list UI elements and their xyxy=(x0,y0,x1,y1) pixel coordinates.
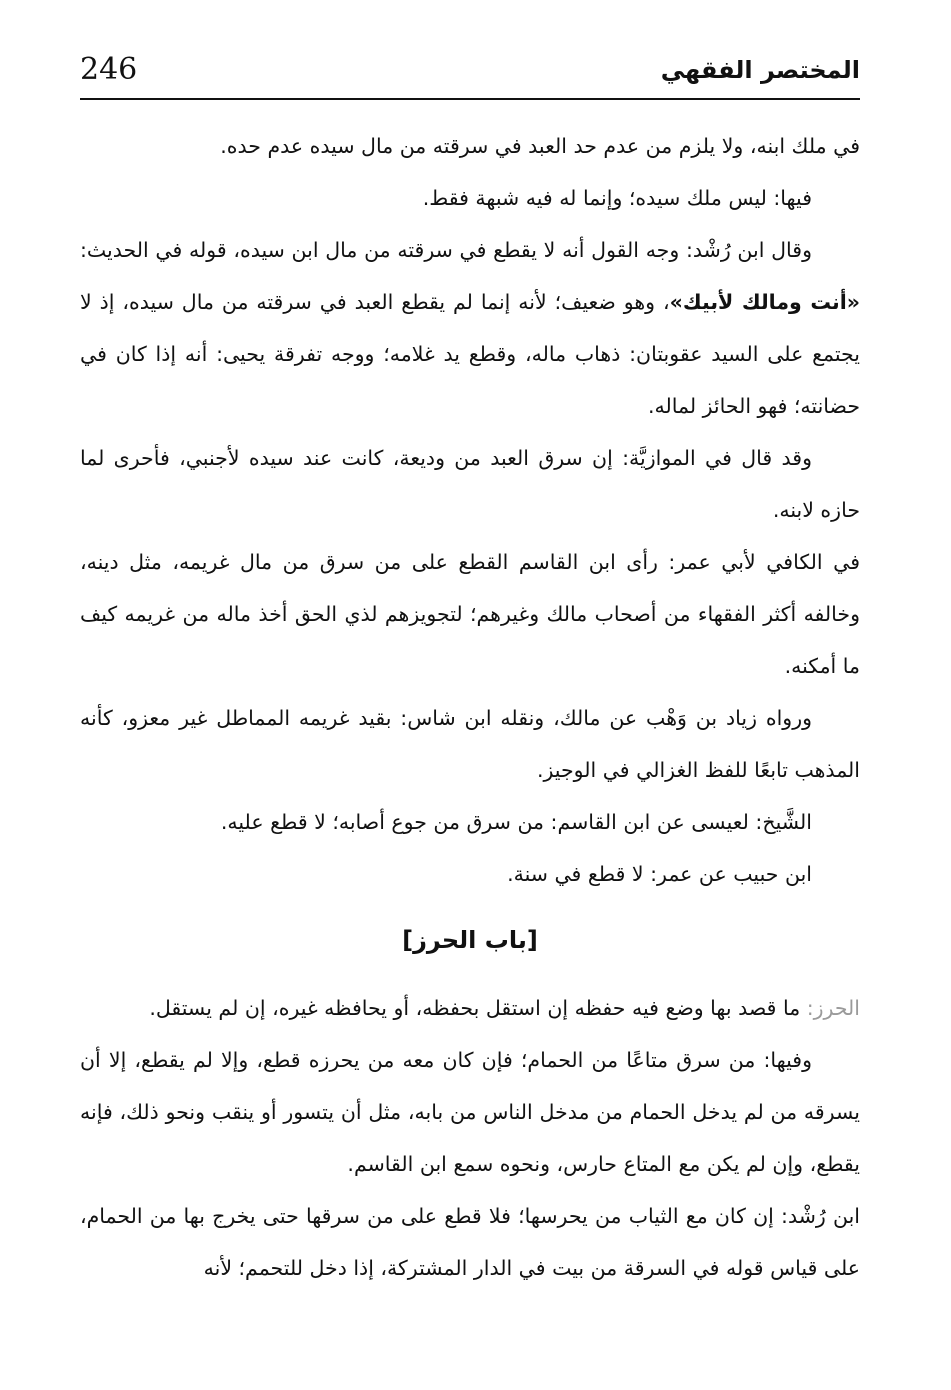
paragraph-text: في الكافي لأبي عمر: رأى ابن القاسم القطع على من سرق من مال غريمه، مثل دينه، وخالفه أكثر الفقهاء من أصحاب مالك وغيرهم؛ لتجويزهم لذي الحق أخذ ماله من غريمه كيف ما أمكنه. xyxy=(80,550,860,678)
paragraph-text: ابن حبيب عن عمر: لا قطع في سنة. xyxy=(507,862,812,886)
paragraph-text: في ملك ابنه، ولا يلزم من عدم حد العبد في سرقته من مال سيده عدم حده. xyxy=(220,134,860,158)
page-header xyxy=(80,48,860,100)
paragraph xyxy=(80,172,860,224)
paragraph-text: وقد قال في الموازيَّة: إن سرق العبد من وديعة، كانت عند سيده لأجنبي، فأحرى لما حازه لابنه. xyxy=(80,446,860,522)
paragraph xyxy=(80,120,860,172)
paragraph xyxy=(80,224,860,432)
page-number: 246 xyxy=(80,52,138,87)
paragraph xyxy=(80,432,860,536)
paragraph-text: ، وهو ضعيف؛ لأنه إنما لم يقطع العبد في سرقته من مال سيده، إذ لا يجتمع على السيد عقوبتان: ذهاب ماله، وقطع يد غلامه؛ ووجه تفرقة يحيى: أنه إذا كان في حضانته؛ فهو الحائز لماله. xyxy=(80,290,860,418)
page-body xyxy=(80,120,860,1294)
paragraph-text: فيها: ليس ملك سيده؛ وإنما له فيه شبهة فقط. xyxy=(422,186,812,210)
paragraph-text: ابن رُشْد: إن كان مع الثياب من يحرسها؛ فلا قطع على من سرقها حتى يخرج بها من الحمام، على قياس قوله في السرقة من بيت في الدار المشتركة، إذا دخل للتحمم؛ لأنه xyxy=(80,1204,860,1280)
paragraph-text: وفيها: من سرق متاعًا من الحمام؛ فإن كان معه من يحرزه قطع، وإلا لم يقطع، إلا أن يسرقه من لم يدخل الحمام من مدخل الناس من بابه، مثل أن يتسور أو ينقب ونحو ذلك، فإنه يقطع، وإن لم يكن مع المتاع حارس، ونحوه سمع ابن القاسم. xyxy=(80,1048,860,1176)
paragraph xyxy=(80,982,860,1034)
hadith-quote: «أنت ومالك لأبيك» xyxy=(669,290,860,314)
paragraph xyxy=(80,848,860,900)
section-heading: [باب الحرز] xyxy=(402,926,538,954)
definition-term: الحرز: xyxy=(806,996,860,1020)
paragraph-text: الشَّيخ: لعيسى عن ابن القاسم: من سرق من جوع أصابه؛ لا قطع عليه. xyxy=(220,810,812,834)
paragraph xyxy=(80,692,860,796)
paragraph xyxy=(80,536,860,692)
paragraph-text: ورواه زياد بن وَهْب عن مالك، ونقله ابن شاس: بقيد غريمه المماطل غير معزو، كأنه المذهب تابعًا للفظ الغزالي في الوجيز. xyxy=(80,706,860,782)
paragraph xyxy=(80,1190,860,1294)
paragraph xyxy=(80,1034,860,1190)
paragraph xyxy=(80,796,860,848)
paragraph-text: وقال ابن رُشْد: وجه القول أنه لا يقطع في سرقته من مال ابن سيده، قوله في الحديث: xyxy=(80,238,812,262)
paragraph-text: ما قصد بها وضع فيه حفظه إن استقل بحفظه، أو يحافظه غيره، إن لم يستقل. xyxy=(149,996,807,1020)
running-title: المختصر الفقهي xyxy=(660,56,860,84)
